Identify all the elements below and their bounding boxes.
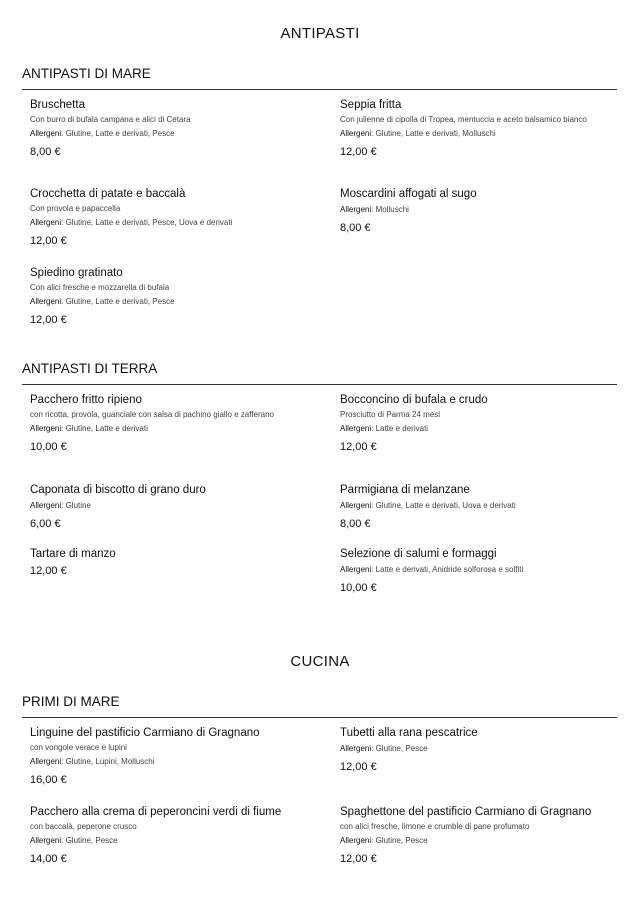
menu-item-pacchero-fritto — [30, 393, 300, 454]
allergens-list: : Glutine, Lupini, Molluschi — [61, 757, 155, 766]
allergens-label: Allergeni — [340, 205, 372, 214]
section-title-antipasti-mare: ANTIPASTI DI MARE — [22, 66, 151, 81]
menu-item-tartare — [30, 547, 300, 578]
allergens-label: Allergeni — [340, 744, 372, 753]
menu-item-tubetti — [340, 726, 610, 774]
item-price: 12,00 € — [340, 853, 377, 865]
item-price: 12,00 € — [340, 761, 377, 773]
item-price: 12,00 € — [340, 146, 377, 158]
item-description: Con burro di bufala campana e alici di Cetara — [30, 115, 191, 124]
item-allergens — [30, 129, 300, 139]
item-allergens — [30, 836, 300, 846]
menu-item-moscardini — [340, 187, 610, 235]
item-description: con alici fresche, limone e crumble di pane profumato — [340, 822, 530, 831]
item-name: Parmigiana di melanzane — [340, 484, 470, 496]
allergens-list: : Latte e derivati — [371, 424, 429, 433]
item-allergens — [30, 501, 300, 511]
allergens-list: : Glutine, Latte e derivati, Molluschi — [371, 129, 496, 138]
item-name: Bocconcino di bufala e crudo — [340, 394, 488, 406]
item-allergens — [340, 744, 610, 754]
item-name: Tubetti alla rana pescatrice — [340, 727, 478, 739]
item-price: 16,00 € — [30, 774, 67, 786]
item-description: Con provola e papaccella — [30, 204, 121, 213]
item-price: 14,00 € — [30, 853, 67, 865]
item-price: 12,00 € — [340, 441, 377, 453]
allergens-list: : Glutine, Latte e derivati — [61, 424, 148, 433]
item-price: 12,00 € — [30, 565, 67, 577]
allergens-list: : Glutine, Latte e derivati, Pesce — [61, 297, 175, 306]
item-price: 12,00 € — [30, 235, 67, 247]
menu-item-linguine — [30, 726, 300, 787]
allergens-label: Allergeni — [30, 836, 62, 845]
section-divider — [22, 89, 617, 90]
item-allergens — [340, 205, 610, 215]
item-allergens — [340, 501, 610, 511]
allergens-label: Allergeni — [340, 565, 372, 574]
item-name: Selezione di salumi e formaggi — [340, 548, 497, 560]
item-allergens — [30, 297, 300, 307]
page-heading-antipasti: ANTIPASTI — [280, 25, 360, 42]
item-price: 8,00 € — [340, 222, 371, 234]
item-description: con vongole verace e lupini — [30, 743, 127, 752]
menu-item-selezione — [340, 547, 610, 595]
allergens-list: : Glutine — [61, 501, 91, 510]
item-price: 8,00 € — [340, 518, 371, 530]
item-name: Tartare di manzo — [30, 548, 116, 560]
allergens-label: Allergeni — [340, 836, 372, 845]
allergens-list: : Glutine, Pesce — [371, 836, 428, 845]
item-allergens — [340, 129, 610, 139]
menu-item-crocchetta — [30, 187, 300, 248]
allergens-label: Allergeni — [30, 218, 62, 227]
menu-item-spiedino — [30, 266, 300, 327]
item-description: Prosciutto di Parma 24 mesi — [340, 410, 441, 419]
allergens-label: Allergeni — [340, 424, 372, 433]
item-description: con baccalà, peperone crusco — [30, 822, 137, 831]
allergens-label: Allergeni — [30, 129, 62, 138]
item-allergens — [30, 424, 300, 434]
item-name: Bruschetta — [30, 99, 85, 111]
allergens-label: Allergeni — [340, 129, 372, 138]
item-price: 10,00 € — [30, 441, 67, 453]
item-name: Caponata di biscotto di grano duro — [30, 484, 206, 496]
menu-item-caponata — [30, 483, 300, 531]
section-divider — [22, 384, 617, 385]
allergens-list: : Glutine, Pesce — [61, 836, 118, 845]
allergens-list: : Glutine, Pesce — [371, 744, 428, 753]
section-title-primi-mare: PRIMI DI MARE — [22, 694, 120, 709]
item-name: Spiedino gratinato — [30, 267, 123, 279]
item-name: Linguine del pastificio Carmiano di Gragnano — [30, 727, 260, 739]
page-heading-cucina: CUCINA — [290, 653, 350, 670]
item-price: 8,00 € — [30, 146, 61, 158]
allergens-label: Allergeni — [30, 757, 62, 766]
item-allergens — [340, 424, 610, 434]
item-price: 6,00 € — [30, 518, 61, 530]
item-description: con ricotta, provola, guanciale con salsa di pachino giallo e zafferano — [30, 410, 275, 419]
menu-item-pacchero-crema — [30, 805, 300, 866]
allergens-list: : Molluschi — [371, 205, 409, 214]
allergens-list: : Glutine, Latte e derivati, Pesce, Uova e derivati — [61, 218, 233, 227]
allergens-list: : Glutine, Latte e derivati, Uova e derivati — [371, 501, 516, 510]
allergens-label: Allergeni — [30, 424, 62, 433]
allergens-list: : Latte e derivati, Anidride solforosa e solfiti — [371, 565, 524, 574]
item-allergens — [30, 218, 300, 228]
item-price: 10,00 € — [340, 582, 377, 594]
menu-item-seppia-fritta — [340, 98, 610, 159]
allergens-label: Allergeni — [30, 501, 62, 510]
item-description: Con alici fresche e mozzarella di bufala — [30, 283, 170, 292]
menu-item-bruschetta — [30, 98, 300, 159]
menu-item-bocconcino — [340, 393, 610, 454]
item-name: Spaghettone del pastificio Carmiano di Gragnano — [340, 806, 592, 818]
item-name: Moscardini affogati al sugo — [340, 188, 477, 200]
section-title-antipasti-terra: ANTIPASTI DI TERRA — [22, 361, 158, 376]
item-description: Con julienne di cipolla di Tropea, mentuccia e aceto balsamico bianco — [340, 115, 587, 124]
menu-item-spaghettone — [340, 805, 610, 866]
item-allergens — [340, 836, 610, 846]
item-name: Seppia fritta — [340, 99, 402, 111]
menu-item-parmigiana — [340, 483, 610, 531]
allergens-list: : Glutine, Latte e derivati, Pesce — [61, 129, 175, 138]
item-name: Pacchero fritto ripieno — [30, 394, 142, 406]
item-name: Crocchetta di patate e baccalà — [30, 188, 186, 200]
allergens-label: Allergeni — [30, 297, 62, 306]
item-allergens — [340, 565, 610, 575]
allergens-label: Allergeni — [340, 501, 372, 510]
item-name: Pacchero alla crema di peperoncini verdi di fiume — [30, 806, 282, 818]
item-allergens — [30, 757, 300, 767]
section-divider — [22, 717, 617, 718]
item-price: 12,00 € — [30, 314, 67, 326]
